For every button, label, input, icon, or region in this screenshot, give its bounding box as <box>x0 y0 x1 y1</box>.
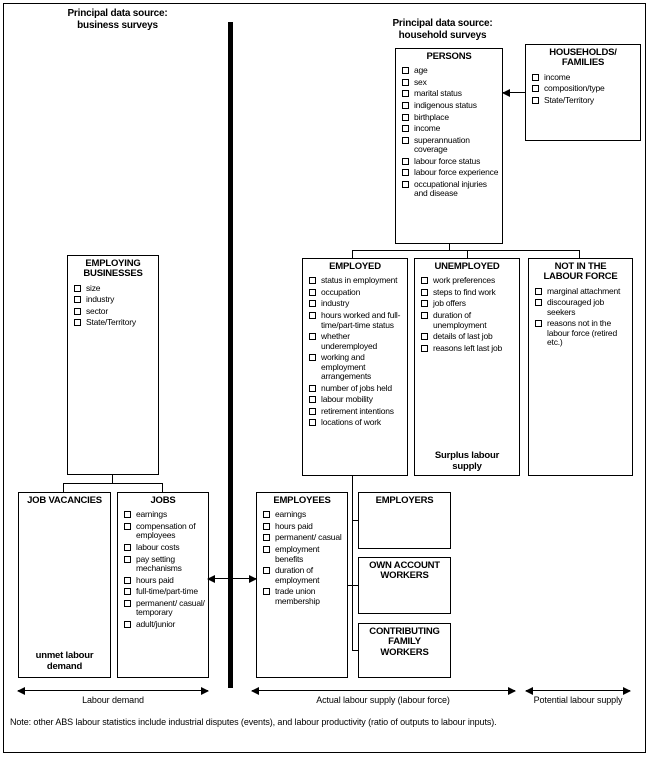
list-item-label: State/Territory <box>86 317 136 328</box>
connector-branch-own-account <box>347 585 358 586</box>
checkbox-icon <box>402 114 409 121</box>
not-in-labour-force-title: NOT IN THE LABOUR FORCE <box>543 261 618 283</box>
employed-box <box>302 258 408 476</box>
list-item <box>121 620 206 630</box>
employing-businesses-items <box>68 284 158 328</box>
list-item <box>306 311 405 330</box>
checkbox-icon <box>74 308 81 315</box>
checkbox-icon <box>532 74 539 81</box>
list-item <box>399 89 500 99</box>
not-in-labour-force-box <box>528 258 633 476</box>
checkbox-icon <box>124 523 131 530</box>
contributing-family-workers-box <box>358 623 451 678</box>
list-item <box>306 384 405 394</box>
list-item <box>260 510 345 520</box>
list-item-label: occupation <box>321 286 361 297</box>
persons-items <box>396 66 502 198</box>
list-item <box>418 332 517 342</box>
checkbox-icon <box>402 137 409 144</box>
list-item-label: sector <box>86 305 108 316</box>
list-item-label: State/Territory <box>544 94 594 105</box>
list-item <box>306 332 405 351</box>
list-item <box>418 288 517 298</box>
list-item-label: age <box>414 65 428 76</box>
employed-title: EMPLOYED <box>329 261 381 272</box>
checkbox-icon <box>535 299 542 306</box>
footnote: Note: other ABS labour statistics include industrial disputes (events), and labour productivity (ratio of outputs to labour inputs). <box>10 717 497 727</box>
checkbox-icon <box>402 67 409 74</box>
employees-box <box>256 492 348 678</box>
list-item-label: occupational injuries and disease <box>414 178 487 199</box>
list-item <box>529 84 638 94</box>
list-item <box>260 566 345 585</box>
list-item-label: work preferences <box>433 275 495 286</box>
list-item-label: superannuation coverage <box>414 134 470 155</box>
checkbox-icon <box>309 312 316 319</box>
list-item-label: status in employment <box>321 275 398 286</box>
unmet-labour-demand-label: unmet labour demand <box>35 650 94 672</box>
checkbox-icon <box>421 289 428 296</box>
list-item <box>121 510 206 520</box>
business-household-divider <box>228 22 233 688</box>
list-item <box>399 66 500 76</box>
arrow-labour-demand <box>18 690 208 691</box>
checkbox-icon <box>263 534 270 541</box>
households-families-box <box>525 44 641 141</box>
list-item <box>121 543 206 553</box>
checkbox-icon <box>309 419 316 426</box>
contributing-family-workers-title: CONTRIBUTING FAMILY WORKERS <box>369 626 440 658</box>
list-item <box>71 307 156 317</box>
list-item-label: permanent/ casual <box>275 532 342 543</box>
connector-demand-horizontal <box>63 483 163 484</box>
list-item-label: trade union membership <box>275 586 320 606</box>
checkbox-icon <box>124 556 131 563</box>
list-item-label: whether underemployed <box>321 331 377 351</box>
checkbox-icon <box>309 289 316 296</box>
checkbox-icon <box>124 621 131 628</box>
list-item-label: duration of employment <box>275 565 320 585</box>
list-item <box>306 276 405 286</box>
list-item <box>399 180 500 199</box>
arrow-actual-labour-supply <box>252 690 515 691</box>
list-item <box>399 136 500 155</box>
households-families-title: HOUSEHOLDS/ FAMILIES <box>549 47 617 69</box>
list-item <box>71 295 156 305</box>
checkbox-icon <box>532 97 539 104</box>
checkbox-icon <box>124 511 131 518</box>
list-item-label: labour costs <box>136 541 180 552</box>
list-item-label: size <box>86 282 101 293</box>
list-item-label: labour force status <box>414 155 481 166</box>
own-account-workers-box <box>358 557 451 614</box>
list-item-label: hours worked and full-time/part-time status <box>321 309 401 330</box>
jobs-items <box>118 510 208 629</box>
list-item <box>71 318 156 328</box>
list-item <box>306 353 405 382</box>
list-item <box>399 113 500 123</box>
persons-box <box>395 48 503 244</box>
arrow-households-to-persons <box>503 92 525 93</box>
checkbox-icon <box>421 333 428 340</box>
checkbox-icon <box>309 385 316 392</box>
jobs-title: JOBS <box>150 495 176 506</box>
checkbox-icon <box>402 158 409 165</box>
checkbox-icon <box>74 319 81 326</box>
list-item-label: industry <box>321 298 350 309</box>
employed-items <box>303 276 407 427</box>
list-item-label: indigenous status <box>414 99 477 110</box>
connector-nilf-stub <box>579 250 580 258</box>
list-item <box>418 311 517 330</box>
list-item-label: income <box>544 71 571 82</box>
list-item-label: sex <box>414 76 427 87</box>
list-item-label: labour force experience <box>414 167 499 178</box>
list-item <box>399 168 500 178</box>
checkbox-icon <box>74 296 81 303</box>
list-item-label: labour mobility <box>321 394 373 405</box>
employers-box <box>358 492 451 549</box>
connector-status-horizontal <box>352 250 580 251</box>
list-item <box>71 284 156 294</box>
list-item <box>418 299 517 309</box>
list-item-label: number of jobs held <box>321 382 392 393</box>
list-item-label: hours paid <box>275 520 313 531</box>
unemployed-box <box>414 258 520 476</box>
list-item <box>532 298 630 317</box>
list-item <box>260 522 345 532</box>
list-item <box>306 407 405 417</box>
surplus-labour-supply-label: Surplus labour supply <box>434 450 500 472</box>
list-item <box>121 555 206 574</box>
jobs-box <box>117 492 209 678</box>
list-item-label: reasons left last job <box>433 342 503 353</box>
checkbox-icon <box>263 588 270 595</box>
connector-employing-stub <box>112 475 113 483</box>
list-item-label: composition/type <box>544 83 605 94</box>
list-item <box>418 276 517 286</box>
list-item <box>532 319 630 348</box>
checkbox-icon <box>309 396 316 403</box>
checkbox-icon <box>124 600 131 607</box>
list-item-label: industry <box>86 294 115 305</box>
arrow-jobs-employees <box>208 578 256 579</box>
list-item-label: duration of unemployment <box>433 309 487 330</box>
list-item-label: earnings <box>275 509 307 520</box>
list-item <box>121 576 206 586</box>
employing-businesses-box <box>67 255 159 475</box>
list-item <box>121 599 206 618</box>
list-item <box>260 533 345 543</box>
list-item <box>529 73 638 83</box>
checkbox-icon <box>535 320 542 327</box>
checkbox-icon <box>263 523 270 530</box>
list-item-label: locations of work <box>321 417 381 428</box>
list-item-label: retirement intentions <box>321 405 394 416</box>
list-item-label: job offers <box>433 298 466 309</box>
list-item-label: adult/junior <box>136 618 176 629</box>
list-item-label: reasons not in the labour force (retired etc.) <box>547 318 617 348</box>
list-item-label: income <box>414 123 441 134</box>
checkbox-icon <box>402 169 409 176</box>
connector-employed-stub <box>352 250 353 258</box>
own-account-workers-title: OWN ACCOUNT WORKERS <box>369 560 440 582</box>
heading-household-surveys: Principal data source: household surveys <box>392 18 493 41</box>
job-vacancies-title: JOB VACANCIES <box>27 495 102 506</box>
checkbox-icon <box>421 312 428 319</box>
list-item-label: working and employment arrangements <box>321 352 372 382</box>
employers-title: EMPLOYERS <box>375 495 434 506</box>
list-item <box>399 78 500 88</box>
unemployed-title: UNEMPLOYED <box>434 261 500 272</box>
checkbox-icon <box>402 79 409 86</box>
list-item-label: hours paid <box>136 574 174 585</box>
checkbox-icon <box>421 345 428 352</box>
list-item <box>399 124 500 134</box>
list-item-label: discouraged job seekers <box>547 297 605 317</box>
list-item <box>306 395 405 405</box>
potential-labour-supply-label: Potential labour supply <box>533 695 623 705</box>
list-item-label: marital status <box>414 88 462 99</box>
connector-jobs-stub <box>162 483 163 492</box>
list-item <box>121 587 206 597</box>
list-item <box>306 288 405 298</box>
households-families-items <box>526 73 640 106</box>
employees-title: EMPLOYEES <box>273 495 331 506</box>
checkbox-icon <box>74 285 81 292</box>
checkbox-icon <box>309 333 316 340</box>
actual-labour-supply-label: Actual labour supply (labour force) <box>316 695 450 705</box>
checkbox-icon <box>309 277 316 284</box>
list-item-label: full-time/part-time <box>136 586 198 597</box>
labour-demand-label: Labour demand <box>82 695 144 705</box>
list-item <box>260 545 345 564</box>
list-item <box>121 522 206 541</box>
list-item <box>529 96 638 106</box>
checkbox-icon <box>124 588 131 595</box>
employing-businesses-title: EMPLOYING BUSINESSES <box>83 258 143 280</box>
list-item <box>399 157 500 167</box>
unemployed-items <box>415 276 519 353</box>
checkbox-icon <box>124 577 131 584</box>
checkbox-icon <box>421 277 428 284</box>
list-item-label: birthplace <box>414 111 449 122</box>
list-item <box>418 344 517 354</box>
list-item-label: marginal attachment <box>547 285 621 296</box>
list-item <box>399 101 500 111</box>
checkbox-icon <box>263 511 270 518</box>
checkbox-icon <box>402 102 409 109</box>
checkbox-icon <box>263 567 270 574</box>
connector-unemployed-stub <box>467 250 468 258</box>
list-item-label: earnings <box>136 509 168 520</box>
checkbox-icon <box>402 125 409 132</box>
checkbox-icon <box>263 546 270 553</box>
checkbox-icon <box>535 288 542 295</box>
list-item <box>260 587 345 606</box>
list-item-label: details of last job <box>433 331 493 342</box>
checkbox-icon <box>309 408 316 415</box>
connector-employed-trunk <box>352 476 353 650</box>
checkbox-icon <box>124 544 131 551</box>
checkbox-icon <box>309 354 316 361</box>
heading-business-surveys: Principal data source: business surveys <box>67 8 168 31</box>
list-item <box>532 287 630 297</box>
checkbox-icon <box>421 300 428 307</box>
connector-job-vacancies-stub <box>63 483 64 492</box>
list-item <box>306 299 405 309</box>
employees-items <box>257 510 347 606</box>
list-item-label: permanent/ casual/ temporary <box>136 597 205 618</box>
checkbox-icon <box>402 181 409 188</box>
persons-title: PERSONS <box>426 51 472 62</box>
job-vacancies-box <box>18 492 111 678</box>
list-item-label: steps to find work <box>433 286 496 297</box>
checkbox-icon <box>532 85 539 92</box>
list-item-label: compensation of employees <box>136 520 196 541</box>
list-item-label: employment benefits <box>275 543 320 564</box>
checkbox-icon <box>309 300 316 307</box>
list-item <box>306 418 405 428</box>
checkbox-icon <box>402 90 409 97</box>
not-in-labour-force-items <box>529 287 632 348</box>
list-item-label: pay setting mechanisms <box>136 553 182 574</box>
arrow-potential-labour-supply <box>526 690 630 691</box>
